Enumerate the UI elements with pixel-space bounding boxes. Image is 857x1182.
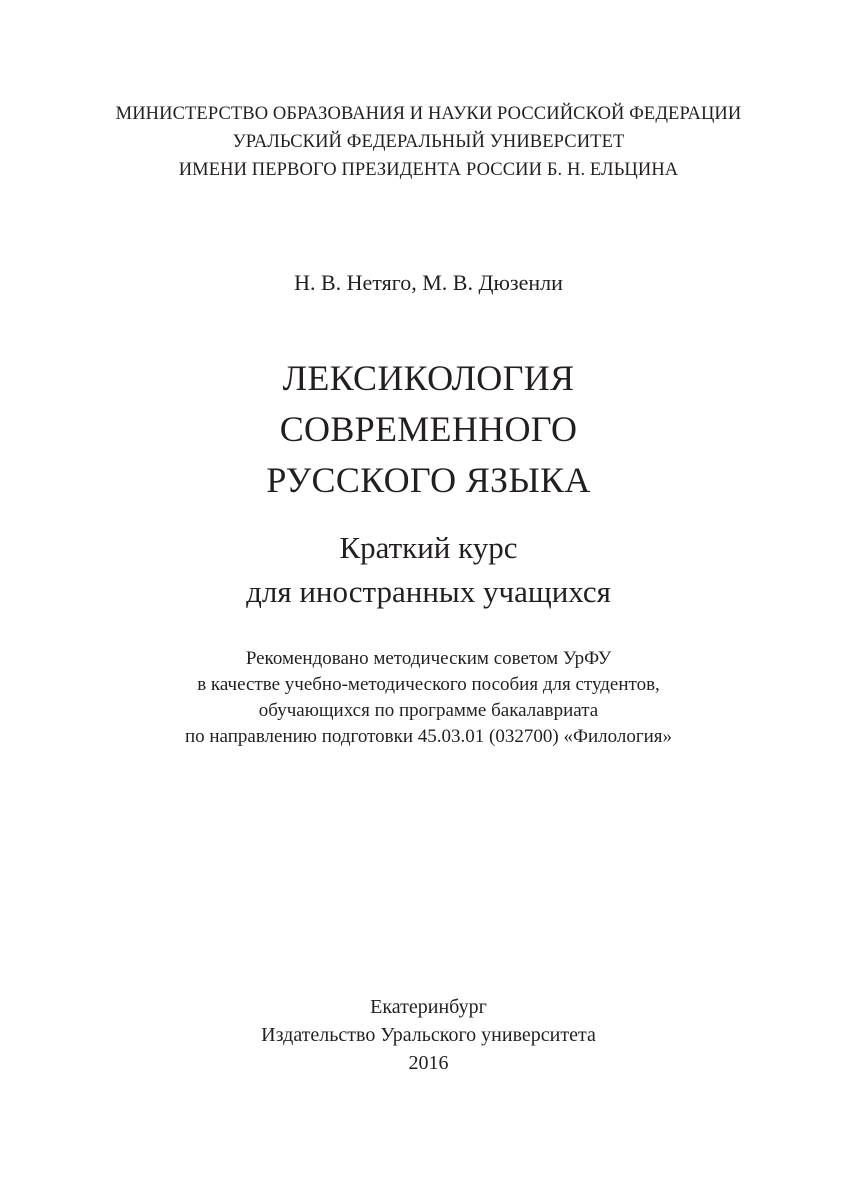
university-line: УРАЛЬСКИЙ ФЕДЕРАЛЬНЫЙ УНИВЕРСИТЕТ: [232, 132, 625, 152]
recommendation-line-3: обучающихся по программе бакалавриата: [258, 700, 599, 721]
book-subtitle: [0, 526, 857, 614]
imprint: [0, 993, 857, 1077]
recommendation-line-2: в качестве учебно-методического пособия для студентов,: [197, 674, 660, 695]
imprint-publisher: Издательство Уральского университета: [261, 1024, 596, 1046]
ministry-line: МИНИСТЕРСТВО ОБРАЗОВАНИЯ И НАУКИ РОССИЙСКОЙ ФЕДЕРАЦИИ: [115, 104, 742, 124]
book-subtitle-line-1: Краткий курс: [339, 530, 518, 565]
institution-header: [0, 100, 857, 184]
recommendation-line-1: Рекомендовано методическим советом УрФУ: [245, 648, 612, 669]
book-title-line-1: ЛЕКСИКОЛОГИЯ: [282, 358, 575, 398]
book-title-line-2: СОВРЕМЕННОГО: [279, 409, 578, 449]
university-name-line: ИМЕНИ ПЕРВОГО ПРЕЗИДЕНТА РОССИИ Б. Н. ЕЛЬЦИНА: [178, 160, 679, 180]
authors-line: Н. В. Нетяго, М. В. Дюзенли: [294, 270, 563, 295]
book-title-line-3: РУССКОГО ЯЗЫКА: [266, 460, 591, 500]
imprint-city: Екатеринбург: [370, 996, 487, 1018]
recommendation-line-4: по направлению подготовки 45.03.01 (032700) «Филология»: [184, 726, 673, 747]
book-title: [0, 353, 857, 506]
authors: [0, 268, 857, 298]
imprint-year: 2016: [408, 1052, 449, 1074]
book-subtitle-line-2: для иностранных учащихся: [246, 574, 611, 609]
recommendation-note: [0, 646, 857, 750]
